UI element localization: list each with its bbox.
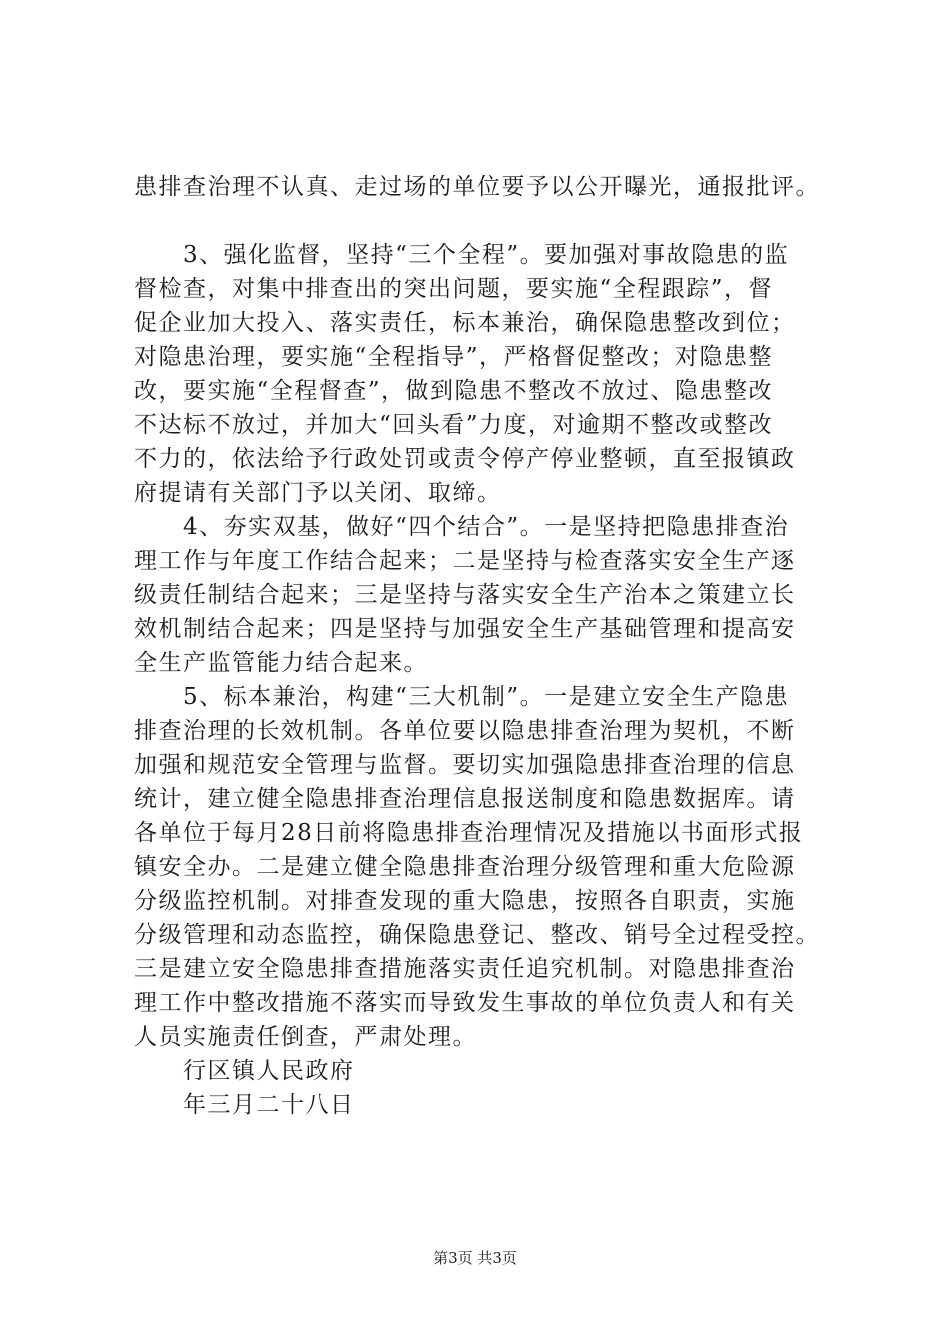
text-line: 统计，建立健全隐患排查治理信息报送制度和隐患数据库。请: [134, 786, 796, 812]
text-line: 5、标本兼治，构建“三大机制”。一是建立安全生产隐患: [134, 684, 790, 710]
text-line: 分级监控机制。对排查发现的重大隐患，按照各自职责，实施: [134, 888, 796, 914]
document-body: [134, 170, 854, 1122]
text-line: 加强和规范安全管理与监督。要切实加强隐患排查治理的信息: [134, 752, 796, 778]
text-line: 府提请有关部门予以关闭、取缔。: [134, 480, 502, 506]
text-line: 4、夯实双基，做好“四个结合”。一是坚持把隐患排查治: [134, 514, 790, 540]
text-line: 患排查治理不认真、走过场的单位要予以公开曝光，通报批评。: [134, 174, 820, 200]
text-line: 级责任制结合起来；三是坚持与落实安全生产治本之策建立长: [134, 582, 796, 608]
text-line: 督检查，对集中排查出的突出问题，要实施“全程跟踪”，督: [134, 276, 774, 302]
paragraph-gap: [134, 204, 854, 238]
text-line: 全生产监管能力结合起来。: [134, 650, 428, 676]
text-line: 行区镇人民政府: [134, 1058, 355, 1084]
text-line: 排查治理的长效机制。各单位要以隐患排查治理为契机，不断: [134, 718, 796, 744]
page-number-footer: 第3页 共3页: [433, 1249, 517, 1267]
text-line: 镇安全办。二是建立健全隐患排查治理分级管理和重大危险源: [134, 854, 796, 880]
text-line: 不达标不放过，并加大“回头看”力度，对逾期不整改或整改: [134, 412, 774, 438]
text-line: 促企业加大投入、落实责任，标本兼治，确保隐患整改到位；: [134, 310, 796, 336]
text-line: 改，要实施“全程督查”，做到隐患不整改不放过、隐患整改: [134, 378, 774, 404]
text-line: 各单位于每月28日前将隐患排查治理情况及措施以书面形式报: [134, 820, 804, 846]
text-line: 效机制结合起来；四是坚持与加强安全生产基础管理和提高安: [134, 616, 796, 642]
text-line: 分级管理和动态监控，确保隐患登记、整改、销号全过程受控。: [134, 922, 820, 948]
text-line: 年三月二十八日: [134, 1092, 355, 1118]
text-line: 理工作中整改措施不落实而导致发生事故的单位负责人和有关: [134, 990, 796, 1016]
text-line: 理工作与年度工作结合起来；二是坚持与检查落实安全生产逐: [134, 548, 796, 574]
text-line: 人员实施责任倒查，严肃处理。: [134, 1024, 477, 1050]
text-line: 对隐患治理，要实施“全程指导”，严格督促整改；对隐患整: [134, 344, 774, 370]
text-line: 3、强化监督，坚持“三个全程”。要加强对事故隐患的监: [134, 242, 790, 268]
text-line: 不力的，依法给予行政处罚或责令停产停业整顿，直至报镇政: [134, 446, 796, 472]
text-line: 三是建立安全隐患排查措施落实责任追究机制。对隐患排查治: [134, 956, 796, 982]
